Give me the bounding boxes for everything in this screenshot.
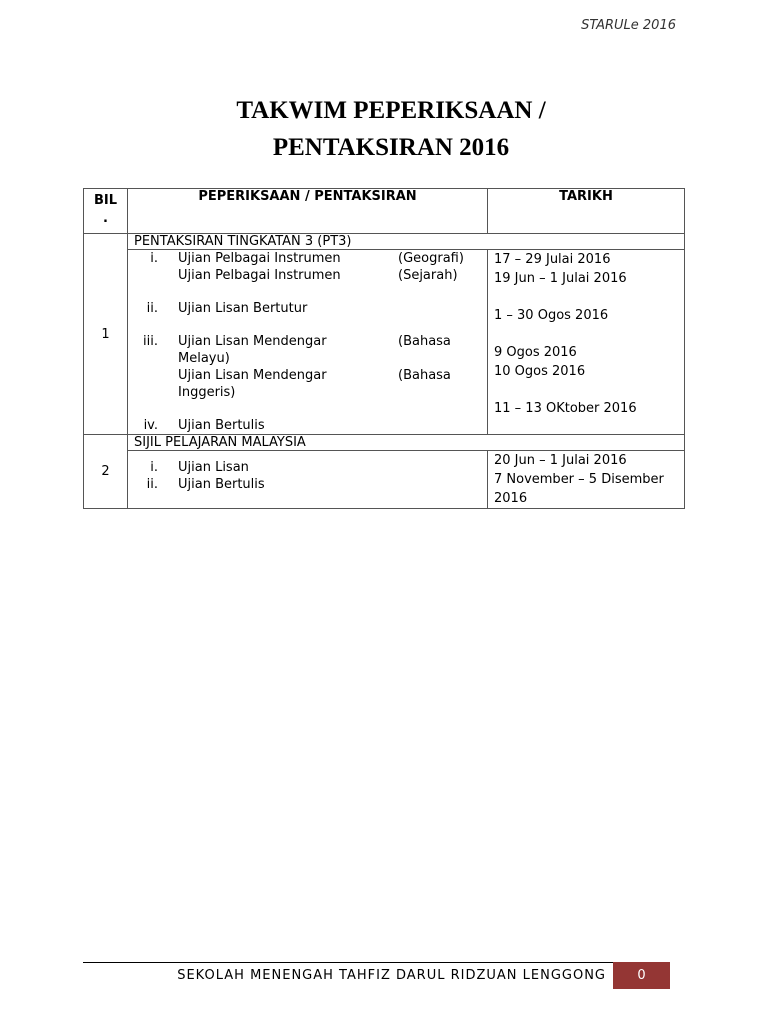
title-line-1: TAKWIM PEPERIKSAAN /	[236, 97, 546, 124]
row-number: 1	[84, 234, 128, 435]
exam-items-cell	[128, 250, 488, 435]
list-item: i. Ujian Pelbagai Instrumen (Geografi)	[150, 251, 464, 266]
row-number: 2	[84, 435, 128, 509]
date-value: 7 November – 5 Disember	[494, 472, 664, 487]
section-label: PENTAKSIRAN TINGKATAN 3 (PT3)	[128, 234, 685, 250]
exam-header: PEPERIKSAAN / PENTAKSIRAN	[128, 189, 488, 234]
date-value: 19 Jun – 1 Julai 2016	[494, 271, 627, 286]
title-line-2: PENTAKSIRAN 2016	[272, 134, 510, 161]
date-value: 17 – 29 Julai 2016	[494, 252, 611, 267]
spacer	[488, 288, 684, 306]
bil-header-dot: .	[103, 211, 108, 226]
table-row	[84, 250, 685, 435]
spacer	[128, 401, 487, 417]
footer-divider	[83, 962, 613, 963]
list-item: Melayu)	[178, 351, 230, 366]
spacer	[128, 284, 487, 300]
list-item: Inggeris)	[178, 385, 236, 400]
spacer	[488, 325, 684, 343]
exam-table	[83, 188, 685, 509]
page-number-badge: 0	[613, 962, 670, 989]
bil-header-text: BIL	[93, 193, 118, 208]
date-value: 10 Ogos 2016	[494, 364, 586, 379]
date-value: 9 Ogos 2016	[494, 345, 577, 360]
list-item: Ujian Lisan Mendengar (Bahasa	[178, 368, 451, 383]
table-row	[84, 451, 685, 509]
date-value: 20 Jun – 1 Julai 2016	[494, 453, 627, 468]
bil-header	[84, 189, 128, 234]
list-item: iv. Ujian Bertulis	[143, 418, 265, 433]
date-header: TARIKH	[488, 189, 685, 234]
list-item: Ujian Pelbagai Instrumen (Sejarah)	[178, 268, 458, 283]
page-title	[0, 92, 768, 166]
spacer	[128, 317, 487, 333]
header-right: STARULe 2016	[581, 18, 676, 33]
list-item: i. Ujian Lisan	[150, 460, 249, 475]
dates-cell	[488, 250, 685, 435]
table-row	[84, 234, 685, 250]
list-item: ii. Ujian Bertulis	[146, 477, 265, 492]
dates-cell	[488, 451, 685, 509]
exam-items-cell	[128, 451, 488, 509]
spacer	[488, 381, 684, 399]
date-value: 2016	[494, 491, 528, 506]
section-label: SIJIL PELAJARAN MALAYSIA	[128, 435, 685, 451]
table-row	[84, 435, 685, 451]
list-item: ii. Ujian Lisan Bertutur	[146, 301, 308, 316]
date-value: 1 – 30 Ogos 2016	[494, 308, 609, 323]
table-header-row	[84, 189, 685, 234]
footer-school-name: SEKOLAH MENENGAH TAHFIZ DARUL RIDZUAN LENGGONG	[177, 968, 606, 983]
date-value: 11 – 13 OKtober 2016	[494, 401, 637, 416]
list-item: iii. Ujian Lisan Mendengar (Bahasa	[143, 334, 451, 349]
